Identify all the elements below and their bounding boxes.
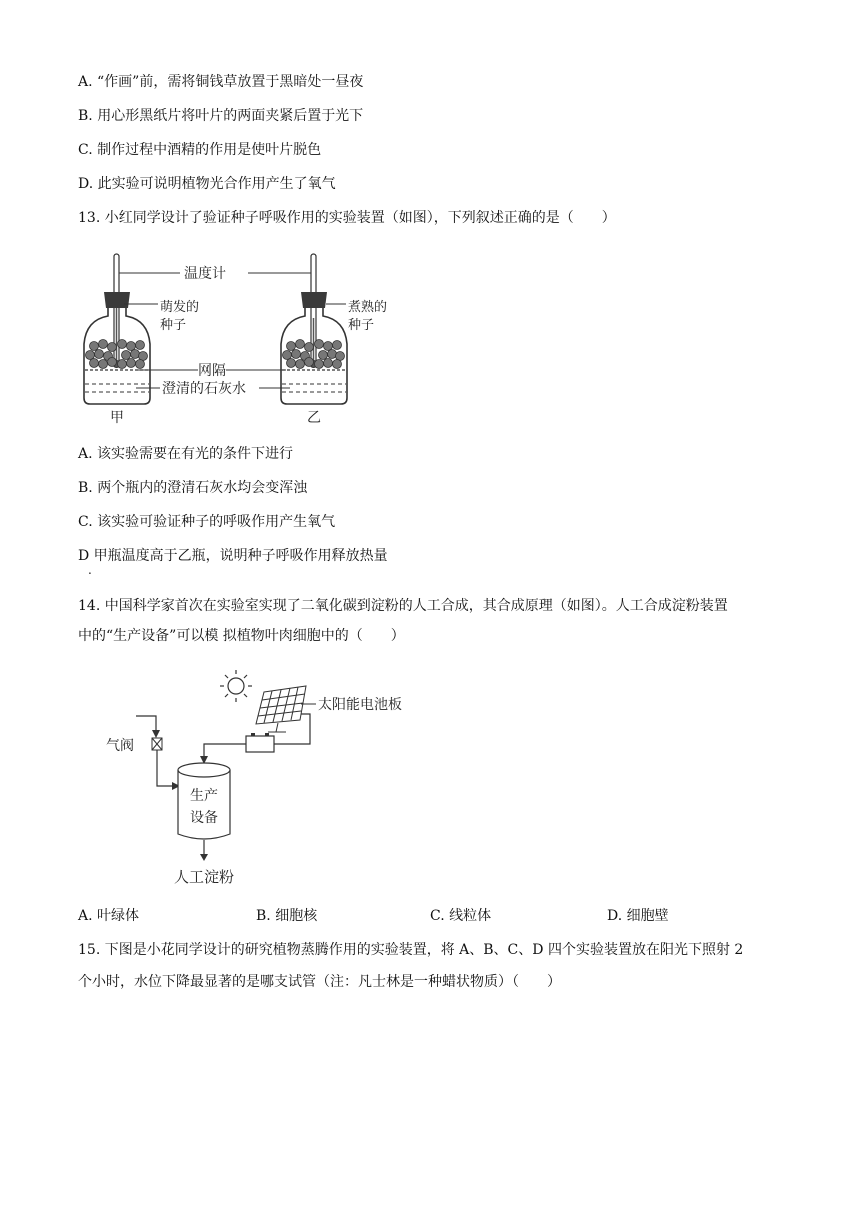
starch-synthesis-figure [96, 664, 436, 892]
q13-option-a: A. 该实验需要在有光的条件下进行 [78, 446, 294, 462]
valve-icon [152, 738, 162, 750]
jar-a-group [84, 254, 150, 404]
label-cooked-2: 种子 [348, 318, 375, 333]
label-limewater: 澄清的石灰水 [162, 381, 246, 397]
q12-option-b: B. 用心形黑纸片将叶片的两面夹紧后置于光下 [78, 108, 364, 124]
solar-panel-icon [256, 686, 306, 732]
q12-option-d: D. 此实验可说明植物光合作用产生了氧气 [78, 176, 336, 192]
q15-stem-line1: 15. 下图是小花同学设计的研究植物蒸腾作用的实验装置，将 A、B、C、D 四个实验装置放在阳光下照射 2 [78, 942, 744, 958]
label-thermometer: 温度计 [184, 266, 226, 282]
q15-stem-line2: 个小时，水位下降最显著的是哪支试管（注：凡士林是一种蜡状物质）（ ） [78, 974, 561, 990]
label-germinating-1: 萌发的 [160, 300, 200, 315]
q14-option-b: B. 细胞核 [256, 908, 318, 924]
label-germinating-2: 种子 [160, 318, 187, 333]
q14-stem-line1: 14. 中国科学家首次在实验室实现了二氧化碳到淀粉的人工合成，其合成原理（如图）。人工合成淀粉装置 [78, 598, 728, 614]
q14-option-a: A. 叶绿体 [78, 908, 140, 924]
q14-option-d: D. 细胞壁 [607, 908, 669, 924]
label-mesh: 网隔 [198, 363, 226, 379]
label-jar-b: 乙 [307, 410, 321, 426]
sun-icon [220, 670, 252, 702]
q13-option-d: D 甲瓶温度高于乙瓶，说明种子呼吸作用释放热量 [78, 548, 388, 564]
seed-respiration-figure [76, 248, 396, 428]
stray-dot: . [88, 563, 92, 577]
jar-b-group [281, 254, 347, 404]
battery-icon [246, 736, 274, 752]
label-jar-a: 甲 [110, 410, 124, 426]
label-starch: 人工淀粉 [174, 868, 235, 886]
stopper-b [301, 292, 327, 308]
q14-option-c: C. 线粒体 [430, 908, 492, 924]
q13-stem: 13. 小红同学设计了验证种子呼吸作用的实验装置（如图），下列叙述正确的是（ ） [78, 210, 616, 226]
q12-option-c: C. 制作过程中酒精的作用是使叶片脱色 [78, 142, 322, 158]
label-device-2: 设备 [190, 810, 218, 826]
q13-option-c: C. 该实验可验证种子的呼吸作用产生氧气 [78, 514, 336, 530]
label-solar-panel: 太阳能电池板 [318, 697, 402, 713]
label-device-1: 生产 [190, 788, 218, 804]
label-valve: 气阀 [106, 738, 134, 754]
label-cooked-1: 煮熟的 [348, 300, 388, 315]
q14-stem-line2: 中的“生产设备”可以模 拟植物叶肉细胞中的（ ） [78, 628, 405, 644]
stopper-a [104, 292, 130, 308]
q12-option-a: A. “作画”前，需将铜钱草放置于黑暗处一昼夜 [78, 74, 364, 90]
q13-option-b: B. 两个瓶内的澄清石灰水均会变浑浊 [78, 480, 308, 496]
